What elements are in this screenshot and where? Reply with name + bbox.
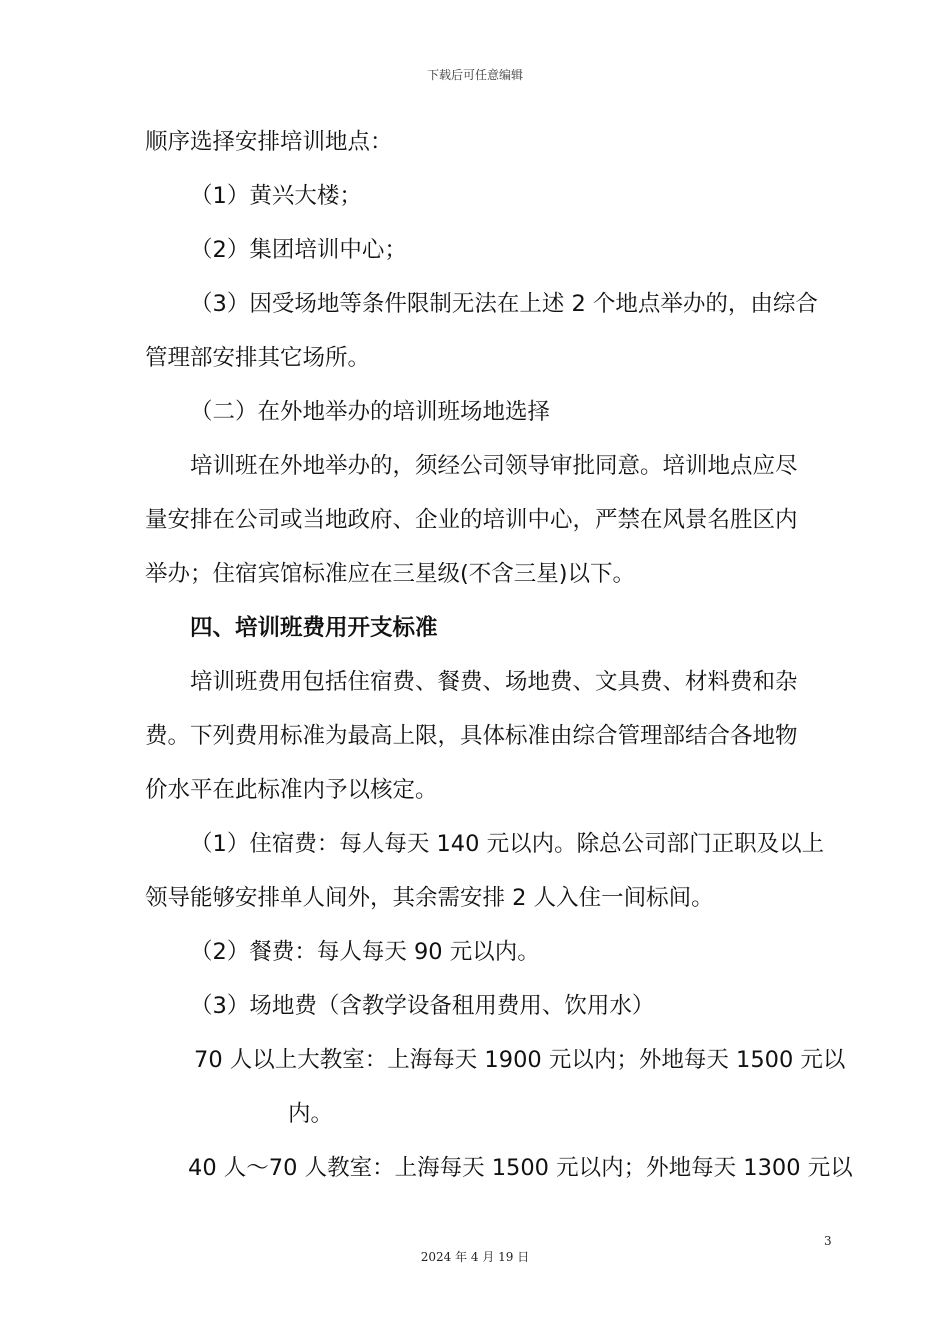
- list-item-huangxing-building: （1）黄兴大楼；: [190, 183, 362, 209]
- venue-fee-medium-classroom: 40 人～70 人教室：上海每天 1500 元以内；外地每天 1300 元以: [188, 1155, 853, 1181]
- venue-fee-large-classroom: 70 人以上大教室：上海每天 1900 元以内；外地每天 1500 元以: [194, 1047, 846, 1073]
- paragraph-line: 培训班费用包括住宿费、餐费、场地费、文具费、材料费和杂: [190, 669, 798, 695]
- page-footer-date: 2024 年 4 月 19 日: [420, 1250, 530, 1264]
- page-header-note: 下载后可任意编辑: [426, 68, 523, 82]
- paragraph-line: 领导能够安排单人间外，其余需安排 2 人入住一间标间。: [145, 885, 714, 911]
- paragraph-line: 管理部安排其它场所。: [145, 345, 371, 371]
- venue-fee-large-classroom-continued: 内。: [288, 1101, 334, 1127]
- subheading-offsite-venue: （二）在外地举办的培训班场地选择: [190, 399, 551, 425]
- paragraph-line: 费。下列费用标准为最高上限，具体标准由综合管理部结合各地物: [145, 723, 798, 749]
- list-item-other-venues: （3）因受场地等条件限制无法在上述 2 个地点举办的，由综合: [190, 291, 818, 317]
- paragraph-line: 量安排在公司或当地政府、企业的培训中心，严禁在风景名胜区内: [145, 507, 798, 533]
- list-item-accommodation-fee: （1）住宿费：每人每天 140 元以内。除总公司部门正职及以上: [190, 831, 825, 857]
- paragraph-line: 培训班在外地举办的，须经公司领导审批同意。培训地点应尽: [190, 453, 798, 479]
- paragraph-line: 举办；住宿宾馆标准应在三星级(不含三星)以下。: [145, 561, 636, 587]
- list-item-group-training-center: （2）集团培训中心；: [190, 237, 407, 263]
- page-number: 3: [824, 1234, 832, 1248]
- section-heading-fee-standards: 四、培训班费用开支标准: [190, 615, 438, 641]
- list-item-venue-fee: （3）场地费（含教学设备租用费用、饮用水）: [190, 993, 655, 1019]
- paragraph-line: 顺序选择安排培训地点：: [145, 129, 393, 155]
- paragraph-line: 价水平在此标准内予以核定。: [145, 777, 438, 803]
- list-item-meal-fee: （2）餐费：每人每天 90 元以内。: [190, 939, 540, 965]
